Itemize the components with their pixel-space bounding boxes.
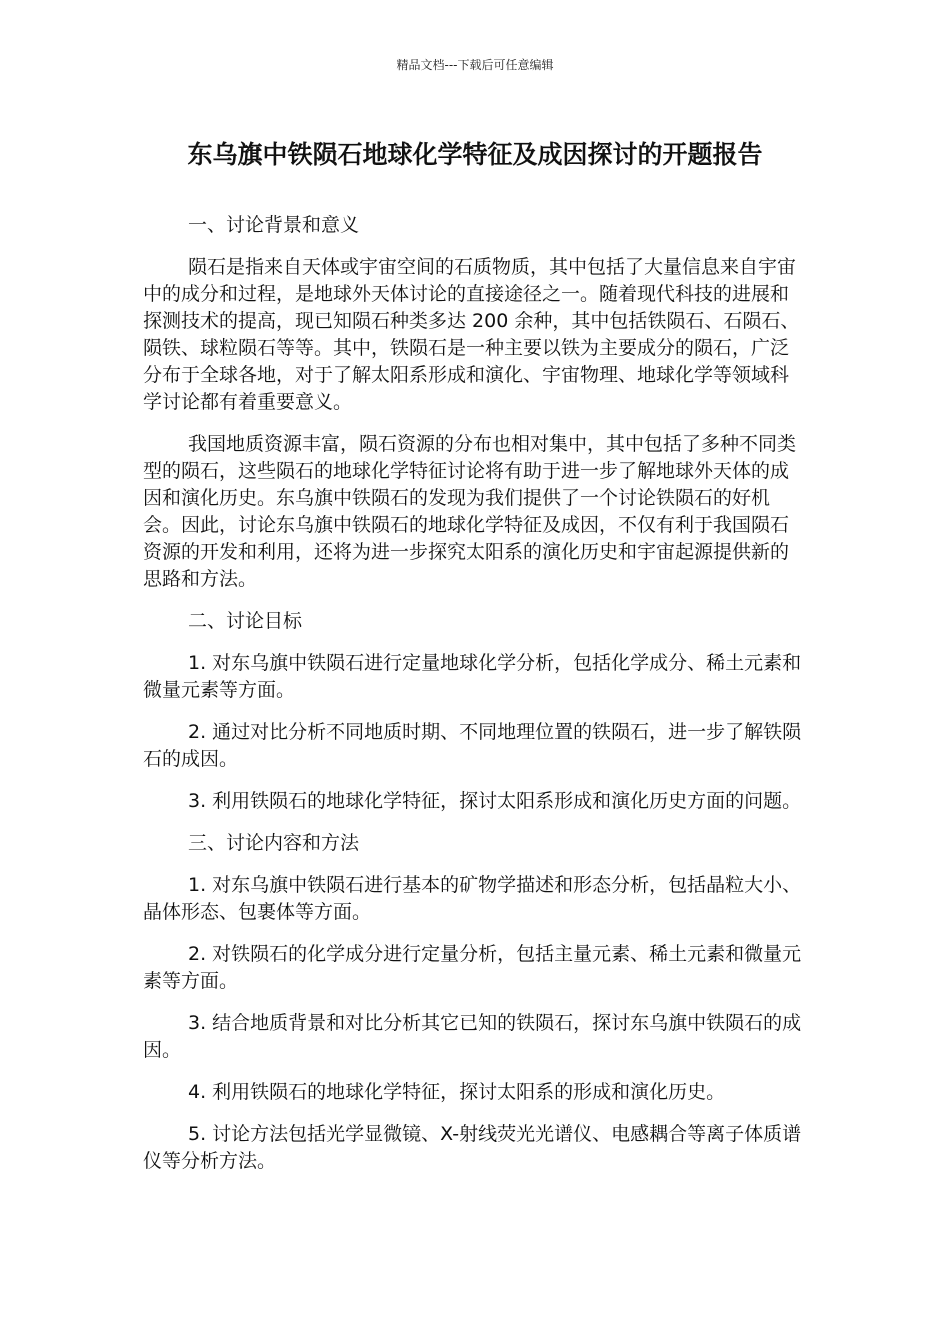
list-item: 1. 对东乌旗中铁陨石进行定量地球化学分析，包括化学成分、稀土元素和微量元素等方面。 bbox=[143, 652, 802, 701]
list-item: 2. 对铁陨石的化学成分进行定量分析，包括主量元素、稀土元素和微量元素等方面。 bbox=[143, 943, 802, 992]
page-header-note: 精品文档---下载后可任意编辑 bbox=[396, 58, 554, 72]
list-item: 1. 对东乌旗中铁陨石进行基本的矿物学描述和形态分析，包括晶粒大小、晶体形态、包裹体等方面。 bbox=[143, 874, 802, 923]
document-title: 东乌旗中铁陨石地球化学特征及成因探讨的开题报告 bbox=[187, 140, 763, 169]
section-objectives bbox=[143, 608, 803, 815]
section-background bbox=[143, 212, 803, 593]
section-content-methods bbox=[143, 830, 803, 1175]
document-body bbox=[143, 212, 803, 1190]
paragraph: 我国地质资源丰富，陨石资源的分布也相对集中，其中包括了多种不同类型的陨石，这些陨石的地球化学特征讨论将有助于进一步了解地球外天体的成因和演化历史。东乌旗中铁陨石的发现为我们提供了一个讨论铁陨石的好机会。因此，讨论东乌旗中铁陨石的地球化学特征及成因，不仅有利于我国陨石资源的开发和利用，还将为进一步探究太阳系的演化历史和宇宙起源提供新的思路和方法。 bbox=[143, 433, 797, 590]
list-item: 5. 讨论方法包括光学显微镜、X-射线荧光光谱仪、电感耦合等离子体质谱仪等分析方法。 bbox=[143, 1123, 802, 1172]
paragraph: 陨石是指来自天体或宇宙空间的石质物质，其中包括了大量信息来自宇宙中的成分和过程，是地球外天体讨论的直接途径之一。随着现代科技的进展和探测技术的提高，现已知陨石种类多达 200 余种，其中包括铁陨石、石陨石、陨铁、球粒陨石等等。其中，铁陨石是一种主要以铁为主要成分的陨石，广泛分布于全球各地，对于了解太阳系形成和演化、宇宙物理、地球化学等领域科学讨论都有着重要意义。 bbox=[143, 256, 800, 413]
list-item: 4. 利用铁陨石的地球化学特征，探讨太阳系的形成和演化历史。 bbox=[188, 1081, 726, 1103]
section-heading: 三、讨论内容和方法 bbox=[188, 832, 360, 854]
list-item: 2. 通过对比分析不同地质时期、不同地理位置的铁陨石，进一步了解铁陨石的成因。 bbox=[143, 721, 802, 770]
list-item: 3. 利用铁陨石的地球化学特征，探讨太阳系形成和演化历史方面的问题。 bbox=[188, 790, 802, 812]
list-item: 3. 结合地质背景和对比分析其它已知的铁陨石，探讨东乌旗中铁陨石的成因。 bbox=[143, 1012, 802, 1061]
section-heading: 一、讨论背景和意义 bbox=[188, 214, 360, 236]
section-heading: 二、讨论目标 bbox=[188, 610, 303, 632]
